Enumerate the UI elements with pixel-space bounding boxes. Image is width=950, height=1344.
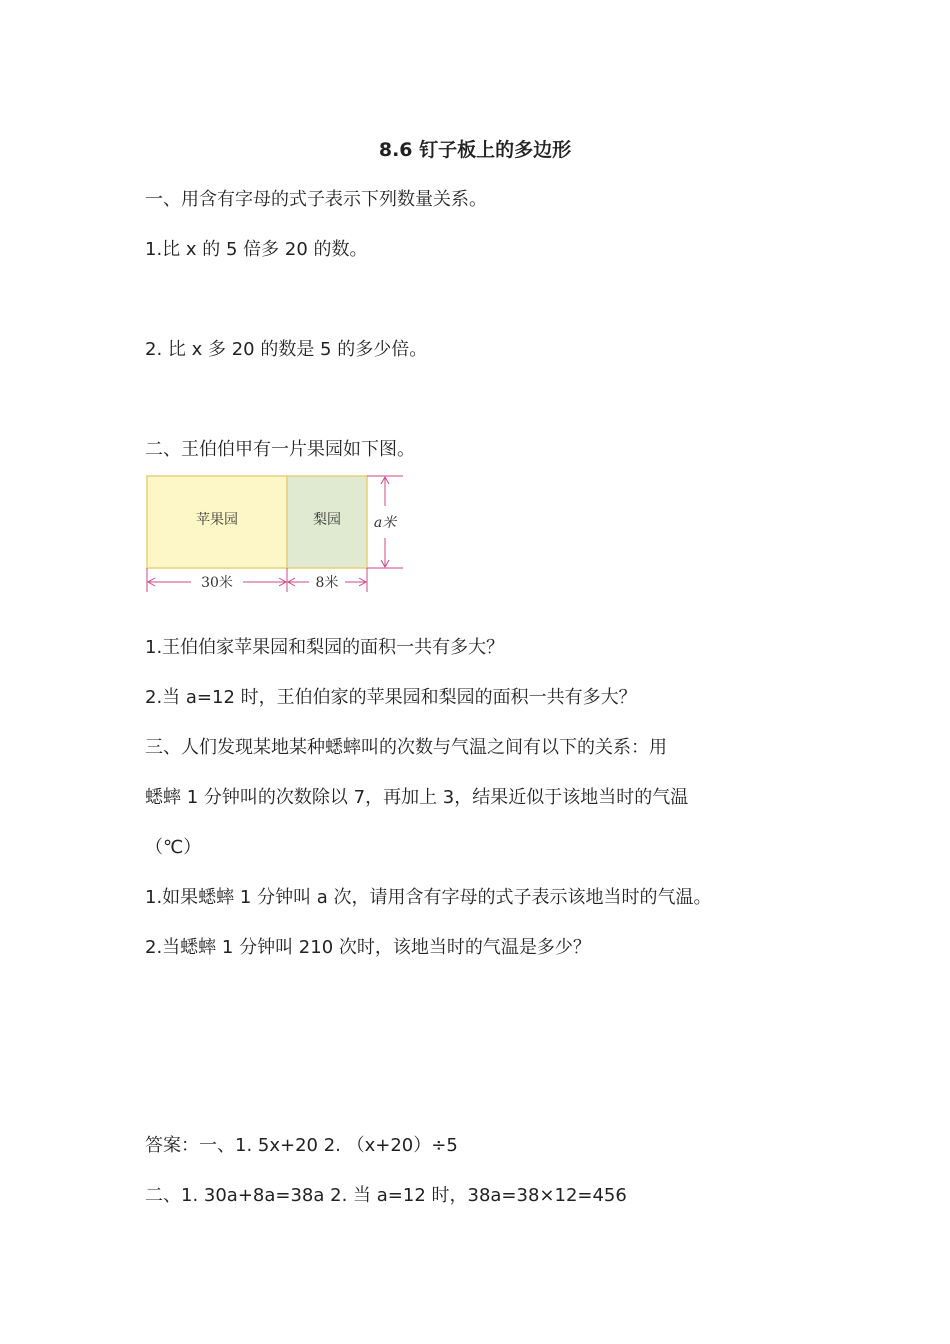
- answers-line-1: 答案：一、1. 5x+20 2. （x+20）÷5: [145, 1135, 458, 1156]
- section2-question-1: 1.王伯伯家苹果园和梨园的面积一共有多大？: [145, 637, 505, 658]
- section3-heading-line-3: （℃）: [145, 837, 202, 858]
- section2-question-2: 2.当 a=12 时，王伯伯家的苹果园和梨园的面积一共有多大？: [145, 687, 637, 708]
- height-label: a米: [373, 515, 397, 531]
- section1-question-2: 2. 比 x 多 20 的数是 5 的多少倍。: [145, 339, 428, 360]
- width-label-pear: 8米: [315, 575, 339, 591]
- width-label-apple: 30米: [201, 575, 233, 591]
- pear-orchard-label: 梨园: [313, 512, 341, 528]
- section3-heading-line-1: 三、人们发现某地某种蟋蟀叫的次数与气温之间有以下的关系：用: [145, 737, 667, 758]
- section3-question-2: 2.当蟋蟀 1 分钟叫 210 次时，该地当时的气温是多少？: [145, 937, 591, 958]
- apple-orchard-label: 苹果园: [196, 512, 238, 528]
- section3-heading-line-2: 蟋蟀 1 分钟叫的次数除以 7，再加上 3，结果近似于该地当时的气温: [145, 787, 689, 808]
- section3-question-1: 1.如果蟋蟀 1 分钟叫 a 次，请用含有字母的式子表示该地当时的气温。: [145, 887, 712, 908]
- page-title: 8.6 钉子板上的多边形: [378, 139, 572, 161]
- answers-line-2: 二、1. 30a+8a=38a 2. 当 a=12 时，38a=38×12=456: [145, 1185, 627, 1206]
- section2-heading: 二、王伯伯甲有一片果园如下图。: [145, 439, 415, 460]
- section1-heading: 一、用含有字母的式子表示下列数量关系。: [145, 189, 487, 210]
- section1-question-1: 1.比 x 的 5 倍多 20 的数。: [145, 239, 368, 260]
- orchard-figure: [145, 472, 410, 597]
